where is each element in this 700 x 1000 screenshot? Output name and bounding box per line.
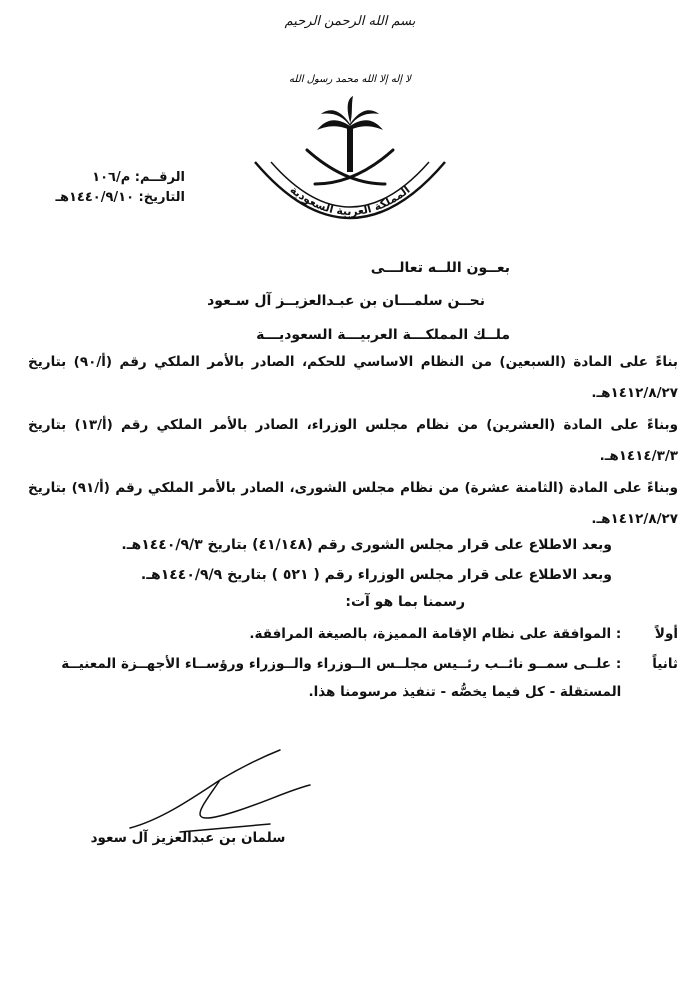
reference-block (10, 168, 185, 208)
invocation: بعــون اللــه تعالـــى (370, 260, 510, 276)
decree-intro: رسمنا بما هو آت: (345, 594, 465, 610)
preamble-paragraph: بناءً على المادة (السبعين) من النظام الاساسي للحكم، الصادر بالأمر الملكي رقم (أ/٩٠) بتاريخ ١٤١٢/٨/٢٧هـ. (28, 354, 678, 401)
decree-item-text: : الموافقة على نظام الإقامة المميزة، بالصيغة المرافقة. (249, 626, 622, 642)
review-council: وبعد الاطلاع على قرار مجلس الوزراء رقم ( ٥٢١ ) بتاريخ ١٤٤٠/٩/٩هـ. (140, 567, 612, 583)
decree-item (8, 620, 678, 648)
preamble-paragraph: وبناءً على المادة (العشرين) من نظام مجلس الوزراء، الصادر بالأمر الملكي رقم (أ/١٣) بتاريخ ١٤١٤/٣/٣هـ. (28, 417, 678, 464)
king-name-line: نحــن سلمـــان بن عبـدالعزيــز آل سـعود (207, 293, 485, 309)
decree-item-text: : علــى سمــو نائــب رئــيس مجلــس الــوزراء والــوزراء ورؤســاء الأجهــزة المعنيــة المستقلة - كل فيما يخصُّه - تنفيذ مرسومنا هذا. (61, 656, 622, 700)
handwritten-signature (120, 740, 320, 840)
signature-name: سلمان بن عبدالعزيز آل سعود (90, 830, 286, 846)
review-shura: وبعد الاطلاع على قرار مجلس الشورى رقم (٤١/١٤٨) بتاريخ ١٤٤٠/٩/٣هـ. (121, 537, 612, 553)
reference-number: الرقــم: م/١٠٦ (92, 170, 185, 185)
king-title-line: ملــك المملكـــة العربيـــة السعوديـــة (256, 327, 510, 343)
decree-item (8, 650, 678, 706)
emblem-shahada: لا إله إلا الله محمد رسول الله (289, 74, 411, 85)
saudi-emblem-icon (245, 64, 455, 234)
decree-item-label: أولاً (654, 626, 678, 642)
decree-item-label: ثانياً (652, 656, 678, 672)
svg-text:المملكة العربية السعودية (288, 183, 413, 218)
palm-tree-icon (317, 96, 383, 172)
preamble-paragraph: وبناءً على المادة (الثامنة عشرة) من نظام مجلس الشورى، الصادر بالأمر الملكي رقم (أ/٩١) بتاريخ ١٤١٢/٨/٢٧هـ. (28, 480, 678, 527)
emblem-ring-text: المملكة العربية السعودية (287, 183, 413, 219)
basmala: بسم الله الرحمن الرحيم (284, 14, 416, 29)
reference-date: التاريخ: ١٤٤٠/٩/١٠هـ (55, 190, 185, 205)
